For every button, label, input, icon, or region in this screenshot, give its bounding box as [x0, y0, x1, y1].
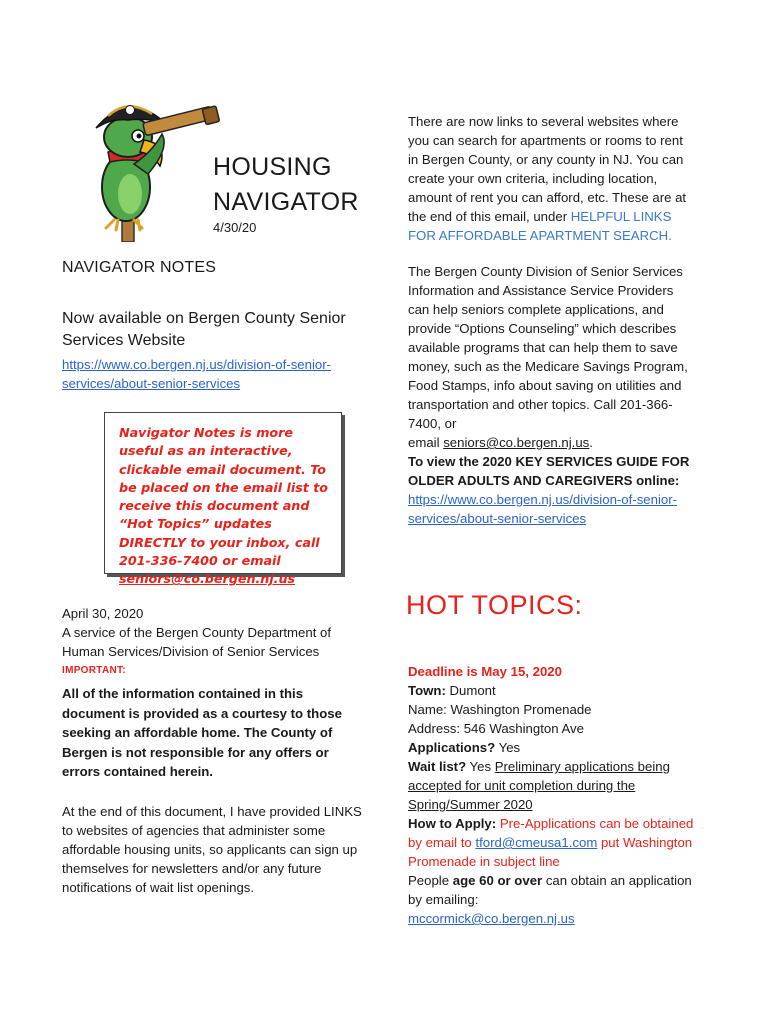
availability-text: Now available on Bergen County Senior Services Website	[62, 310, 346, 349]
intro-paragraph: There are now links to several websites where you can search for apartments or rooms to rent in Bergen County, or any county in NJ. You can create your own criteria, including location, amount of rent you can afford, etc. These are at the end of this email, under HELPFUL LINKS FOR AFFORDABLE APARTMENT SEARCH.	[408, 114, 687, 243]
hot-topics-heading: HOT TOPICS:	[406, 590, 583, 620]
callout-email-link[interactable]: seniors@co.bergen.nj.us	[119, 571, 296, 587]
links-note-text: At the end of this document, I have provided LINKS to websites of agencies that administer some affordable housing units, so applicants can sign up themselves for newsletters and/or any future notifications of wait list openings.	[62, 803, 362, 895]
left-column-body	[62, 604, 362, 897]
waitlist-detail: Preliminary applications being accepted for unit completion during the Spring/Summer 2020	[408, 759, 670, 812]
page-title: HOUSING NAVIGATOR	[213, 153, 359, 216]
listing-washington-promenade: Deadline is May 15, 2020 Town: Dumont Name: Washington Promenade Address: 546 Washington Ave Applications? Yes Wait list? Yes Preliminary applications being accepted for unit completion during the Spring/Summer 2020 How to Apply: Pre-Applications can be obtained by email to tford@cmeusa1.com put Washington Promenade in subject line People age 60 or over can obtain an application by emailing: mccormick@co.bergen.nj.us	[408, 662, 698, 928]
right-column-body	[408, 112, 690, 528]
division-paragraph: The Bergen County Division of Senior Services Information and Assistance Service Providers can help seniors complete applications, and provide “Options Counseling” which describes available programs that can help them to save money, such as the Medicare Savings Program, Food Stamps, info about saving on utilities and transportation and other topics. Call 201-366-7400, or email seniors@co.bergen.nj.us.	[408, 264, 688, 450]
navigator-notes-heading: NAVIGATOR NOTES	[62, 259, 217, 276]
listing-address: Address: 546 Washington Ave	[408, 721, 584, 736]
key-services-guide-link[interactable]: https://www.co.bergen.nj.us/division-of-senior-services/about-senior-services	[408, 492, 677, 526]
pirate-parrot-icon	[78, 92, 228, 242]
seniors-email-link[interactable]: seniors@co.bergen.nj.us	[443, 435, 590, 450]
helpful-links-reference[interactable]: HELPFUL LINKS FOR AFFORDABLE APARTMENT SEARCH.	[408, 209, 672, 243]
email-list-callout: Navigator Notes is more useful as an interactive, clickable email document. To be placed on the email list to receive this document and “Hot Topics” updates DIRECTLY to your inbox, call 201-336-7400 or email seniors@co.bergen.nj.us	[104, 412, 342, 574]
mccormick-email-link[interactable]: mccormick@co.bergen.nj.us	[408, 911, 575, 926]
service-text: A service of the Bergen County Department of Human Services/Division of Senior Services	[62, 625, 332, 659]
disclaimer-text: All of the information contained in this document is provided as a courtesy to those seeking an affordable home. The County of Bergen is not responsible for any offers or errors contained herein.	[62, 686, 342, 779]
issue-date: April 30, 2020	[62, 606, 144, 621]
header-date: 4/30/20	[213, 220, 257, 235]
tford-email-link[interactable]: tford@cmeusa1.com	[475, 835, 598, 850]
listing-name: Name: Washington Promenade	[408, 702, 592, 717]
key-services-guide-text: To view the 2020 KEY SERVICES GUIDE FOR OLDER ADULTS AND CAREGIVERS online:	[408, 454, 690, 488]
deadline-text: Deadline is May 15, 2020	[408, 664, 562, 679]
important-label: IMPORTANT:	[62, 665, 126, 676]
senior-services-link[interactable]: https://www.co.bergen.nj.us/division-of-senior-services/about-senior-services	[62, 357, 331, 391]
